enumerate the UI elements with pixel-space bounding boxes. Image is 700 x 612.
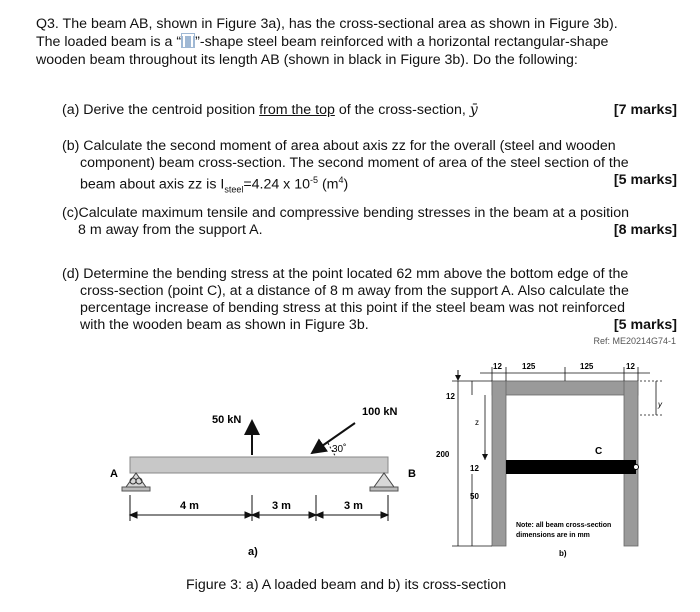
question-line-2: The loaded beam is a “ ”-shape steel beam reinforced with a horizontal rectangular-shape <box>36 34 609 50</box>
wooden-beam <box>506 460 636 474</box>
load-100kn-label: 100 kN <box>362 406 398 418</box>
figure-b-caption: b) <box>559 549 567 558</box>
question-text <box>36 15 686 69</box>
dim-wood-12: 12 <box>470 464 479 473</box>
dim-3m-second: 3 m <box>344 500 363 512</box>
question-line-3: wooden beam throughout its length AB (shown in black in Figure 3b). Do the following: <box>36 52 578 68</box>
part-d: (d) Determine the bending stress at the point located 62 mm above the bottom edge of the cross-section (point C), at a distance of 8 m away from the support A. Also calculate the percentage increase of bending stress at this point if the steel beam was not reinforced with the wooden beam as shown in Figure 3b. [5 marks] <box>62 266 677 333</box>
note-line-2: dimensions are in mm <box>516 532 590 539</box>
support-b-roller <box>370 473 398 491</box>
dim-bottom-50: 50 <box>470 492 479 501</box>
load-50kn-label: 50 kN <box>212 414 242 426</box>
ybar-dimension <box>640 381 662 415</box>
dim-height-200: 200 <box>436 450 450 459</box>
part-c-marks: [8 marks] <box>613 222 677 238</box>
from-the-top-text: from the top <box>259 102 335 118</box>
dim-3m-first: 3 m <box>272 500 291 512</box>
top-dimension-line <box>480 367 650 381</box>
label-a: A <box>110 468 118 480</box>
label-b: B <box>408 468 416 480</box>
figure-a-loaded-beam <box>100 395 430 570</box>
part-a-marks: [7 marks] <box>613 102 677 118</box>
dim-top-12-left: 12 <box>493 362 502 371</box>
figure-caption: Figure 3: a) A loaded beam and b) its cross-section <box>186 577 507 593</box>
part-c: (c)Calculate maximum tensile and compressive bending stresses in the beam at a position 8 m away from the support A. [8 marks] <box>62 205 677 238</box>
figure-b-cross-section <box>430 355 670 570</box>
axis-y-label: y <box>658 400 662 409</box>
figure-a-caption: a) <box>248 546 258 558</box>
note-line-1: Note: all beam cross-section <box>516 522 612 529</box>
part-b: (b) Calculate the second moment of area about axis zz for the overall (steel and wooden component) beam cross-section. The second moment of area of the steel section of the beam about axis zz is $I_{steel}=4.24$ x $10^{-5}$ $(m^4)$ [5 marks] <box>62 138 677 199</box>
dim-top-125-right: 125 <box>580 362 594 371</box>
steel-shape-icon <box>181 33 195 48</box>
part-d-marks: [5 marks] <box>613 317 677 333</box>
dim-4m: 4 m <box>180 500 199 512</box>
part-a: (a) Derive the centroid position from the top of the cross-section, ȳ [7 marks] <box>62 102 677 118</box>
part-b-marks: [5 marks] <box>613 172 677 188</box>
ybar-symbol: ȳ <box>469 102 478 118</box>
support-a-pin <box>122 473 150 491</box>
dim-flange-12: 12 <box>446 392 455 401</box>
point-c-label: C <box>595 446 603 457</box>
dim-top-12-right: 12 <box>626 362 635 371</box>
point-c-marker <box>634 465 639 470</box>
reference-code: Ref: ME20214G74-1 <box>593 336 676 346</box>
question-line-1: Q3. The beam AB, shown in Figure 3a), has the cross-sectional area as shown in Figure 3b). <box>36 16 618 32</box>
axis-z-label: z <box>475 418 479 427</box>
angle-label: 30˚ <box>332 444 347 455</box>
dim-top-125-left: 125 <box>522 362 536 371</box>
beam-body <box>130 457 388 473</box>
part-b-line-3: beam about axis zz is $I_{steel}=4.24$ x $10^{-5}$ $(m^4)$ [5 marks] <box>80 172 677 195</box>
